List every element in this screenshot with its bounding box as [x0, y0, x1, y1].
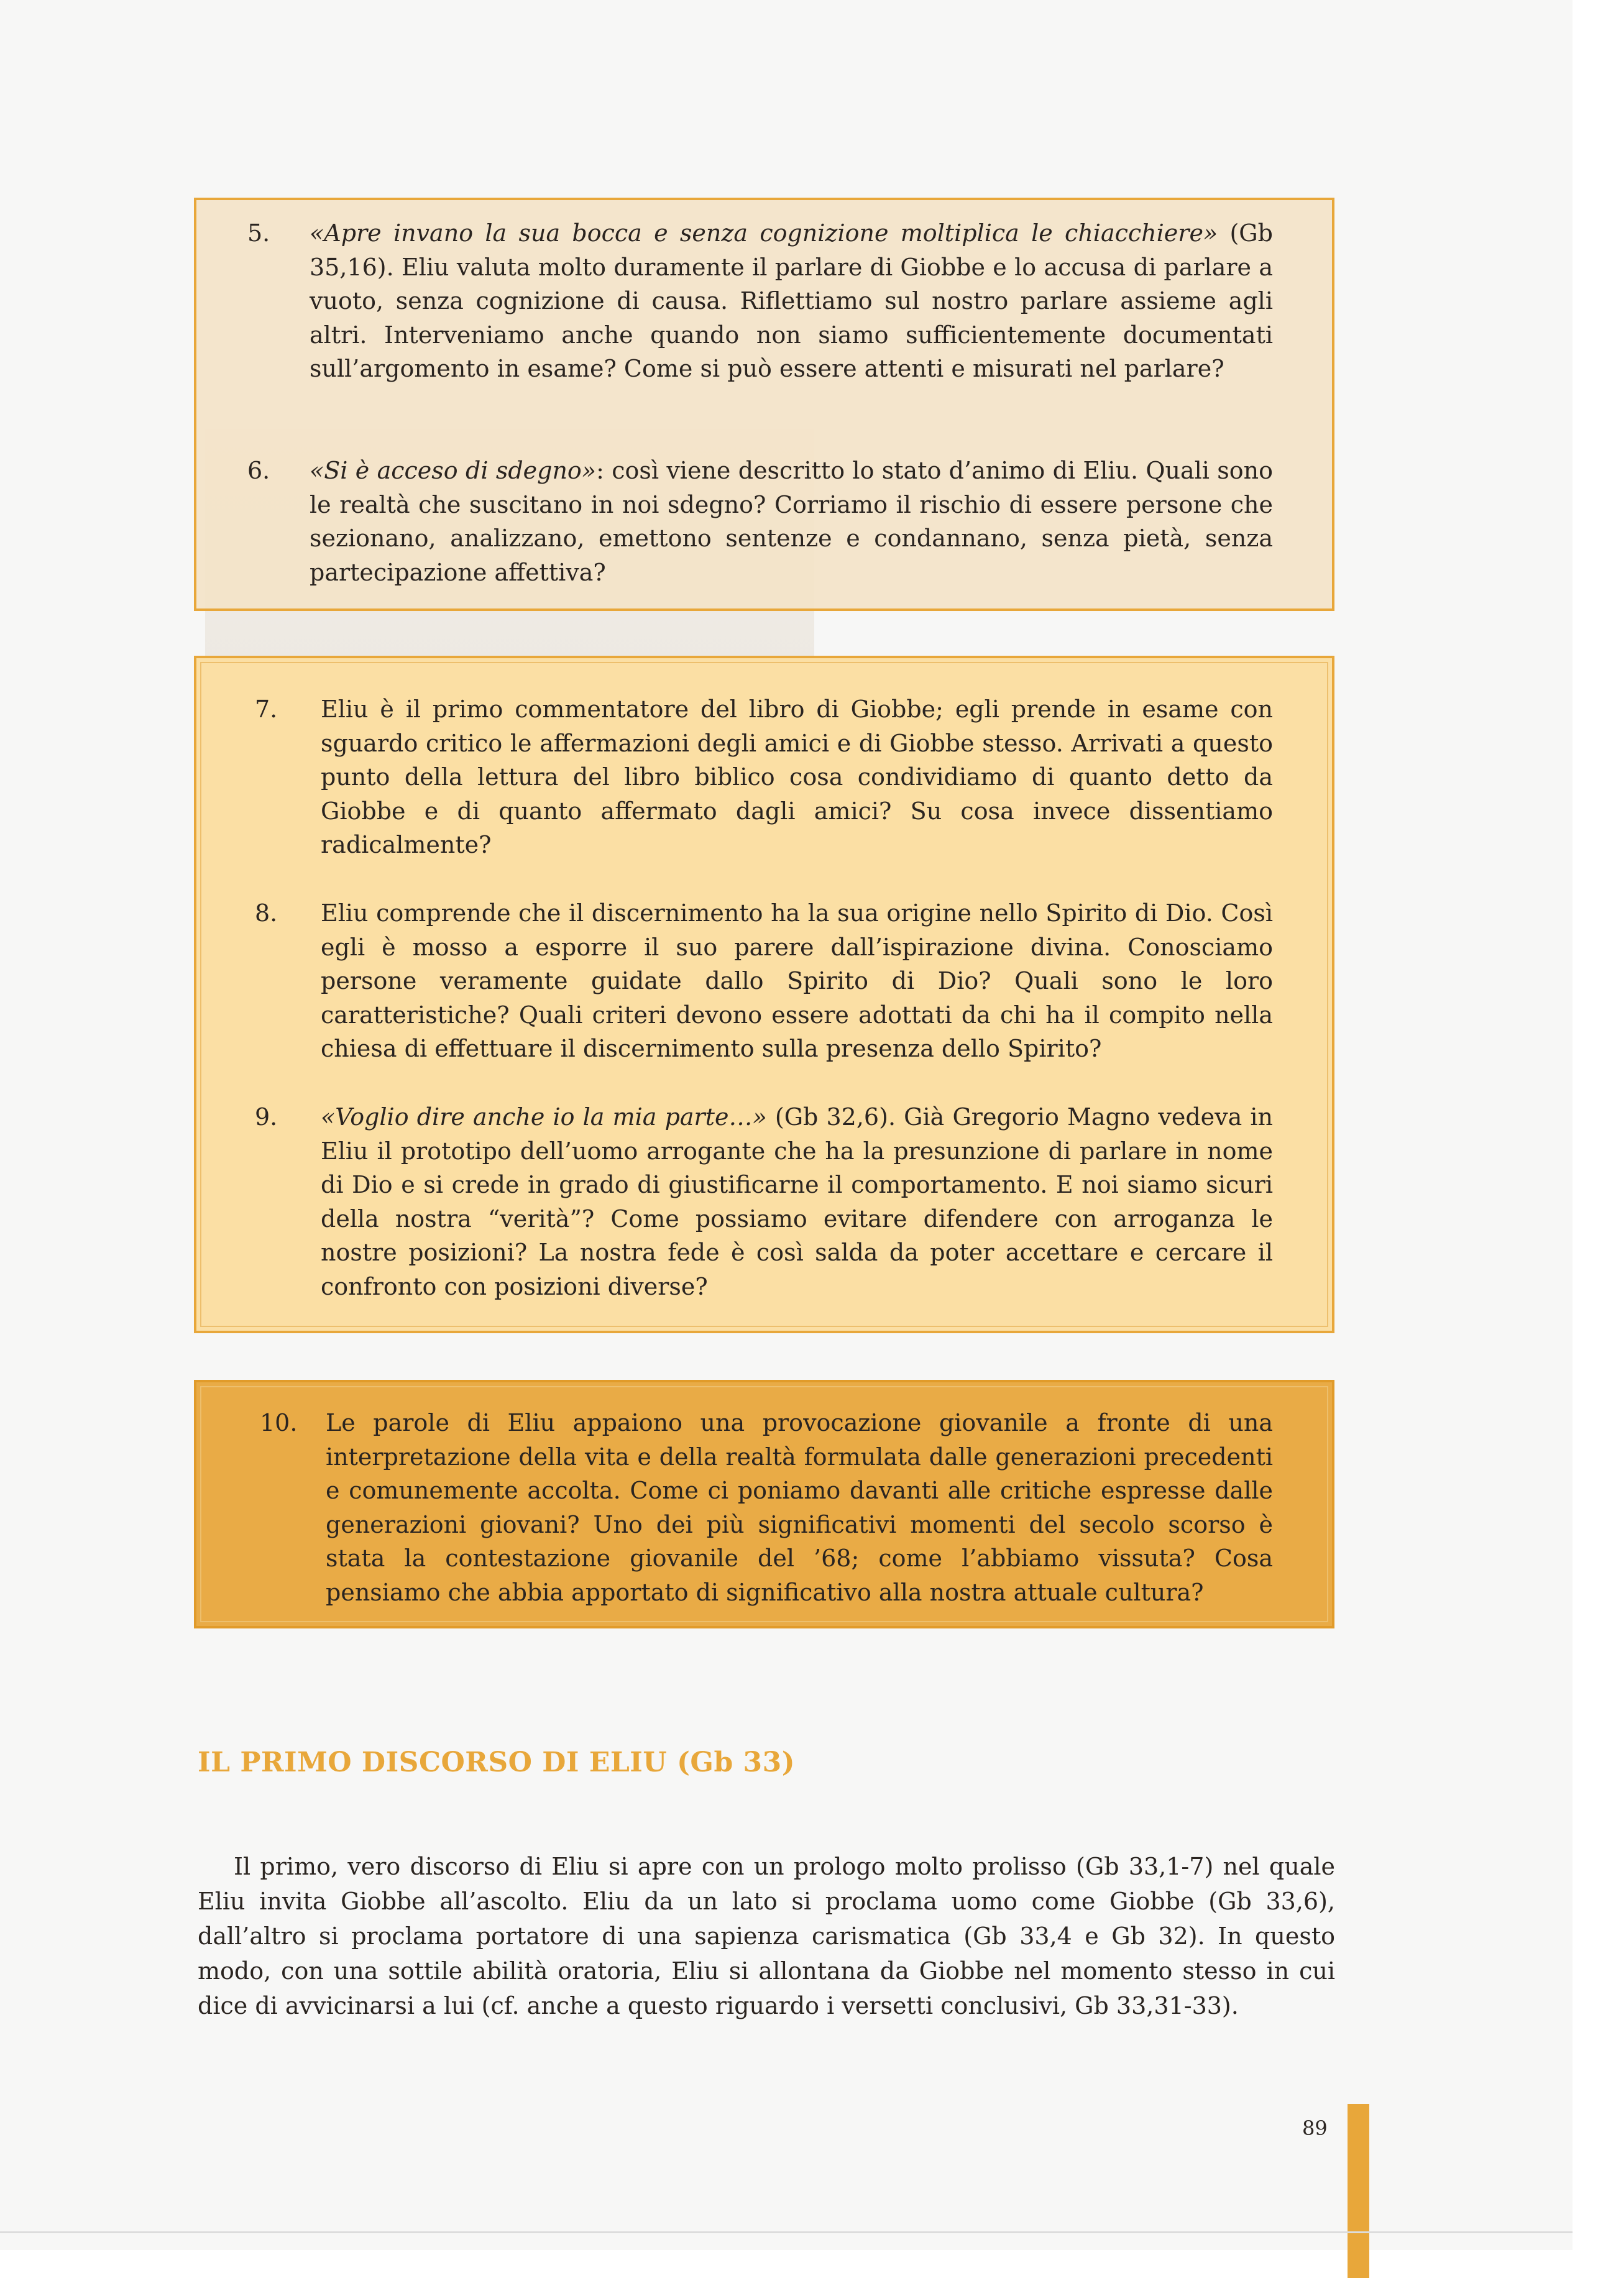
section-title: IL PRIMO DISCORSO DI ELIU (Gb 33) [198, 1747, 796, 1778]
question-text [326, 1406, 1273, 1609]
question-quote: «Si è acceso di sdegno» [310, 457, 597, 484]
question-text [321, 896, 1273, 1066]
body-paragraph: Il primo, vero discorso di Eliu si apre con un prologo molto prolisso (Gb 33,1-7) nel quale Eliu invita Giobbe all’ascolto. Eliu da un lato si proclama uomo come Giobbe (Gb 33,6), dall’altro si proclama portatore di una sapienza carismatica (Gb 33,4 e Gb 32). In questo modo, con una sottile abilità oratoria, Eliu si allontana da Giobbe nel momento stesso in cui dice di avvicinarsi a lui (cf. anche a questo riguardo i versetti conclusivi, Gb 33,31-33). [198, 1853, 1335, 2019]
question-number: 10. [260, 1409, 298, 1436]
question-text [321, 1100, 1273, 1303]
question-number: 7. [255, 696, 278, 723]
page-edge-tab [1348, 2104, 1369, 2278]
question-number: 8. [255, 899, 278, 927]
question-body: Eliu comprende che il discernimento ha la sua origine nello Spirito di Dio. Così egli è mosso a esporre il suo parere dall’ispirazione divina. Conosciamo persone veramente guidate dallo Spirito di Dio? Quali sono le loro caratteristiche? Quali criteri devono essere adottati da chi ha il compito nella chiesa di effettuare il discernimento sulla presenza dello Spirito? [321, 899, 1273, 1062]
question-text [321, 692, 1273, 862]
question-body: : così viene descritto lo stato d’animo di Eliu. Quali sono le realtà che suscitano in noi sdegno? Corriamo il rischio di essere persone che sezionano, analizzano, emettono sentenze e condannano, senza pietà, senza partecipazione affettiva? [310, 457, 1273, 586]
question-body: Le parole di Eliu appaiono una provocazione giovanile a fronte di una interpretazione della vita e della realtà formulata dalle generazioni precedenti e comunemente accolta. Come ci poniamo davanti alle critiche espresse dalle generazioni giovani? Uno dei più significativi momenti del secolo scorso è stata la contestazione giovanile del ’68; come l’abbiamo vissuta? Cosa pensiamo che abbia apportato di significativo alla nostra attuale cultura? [326, 1409, 1273, 1606]
question-number: 9. [255, 1103, 278, 1131]
question-body: Eliu è il primo commentatore del libro di Giobbe; egli prende in esame con sguardo critico le affermazioni degli amici e di Giobbe stesso. Arrivati a questo punto della lettura del libro biblico cosa condividiamo di quanto detto da Giobbe e di quanto affermato dagli amici? Su cosa invece dissentiamo radicalmente? [321, 696, 1273, 858]
question-quote: «Voglio dire anche io la mia parte…» [321, 1103, 767, 1131]
question-text [310, 454, 1273, 589]
page-number: 89 [1302, 2116, 1328, 2140]
question-number: 5. [247, 219, 270, 247]
question-number: 6. [247, 457, 270, 484]
question-body: (Gb 32,6). Già Gregorio Magno vedeva in Eliu il prototipo dell’uomo arrogante che ha la presunzione di parlare in nome di Dio e si crede in grado di giustificarne il comportamento. E noi siamo sicuri della nostra “verità”? Come possiamo evitare difendere con arroganza le nostre posizioni? La nostra fede è così salda da poter accettare e cercare il confronto con posizioni diverse? [321, 1103, 1274, 1300]
page-bottom-edge [0, 2231, 1573, 2233]
question-text [310, 216, 1273, 386]
question-body: (Gb 35,16). Eliu valuta molto duramente il parlare di Giobbe e lo accusa di parlare a vuoto, senza cognizione di causa. Riflettiamo sul nostro parlare assieme agli altri. Interveniamo anche quando non siamo sufficientemente documentati sull’argomento in esame? Come si può essere attenti e misurati nel parlare? [310, 219, 1273, 382]
question-quote: «Apre invano la sua bocca e senza cognizione moltiplica le chiacchiere» [310, 219, 1218, 247]
